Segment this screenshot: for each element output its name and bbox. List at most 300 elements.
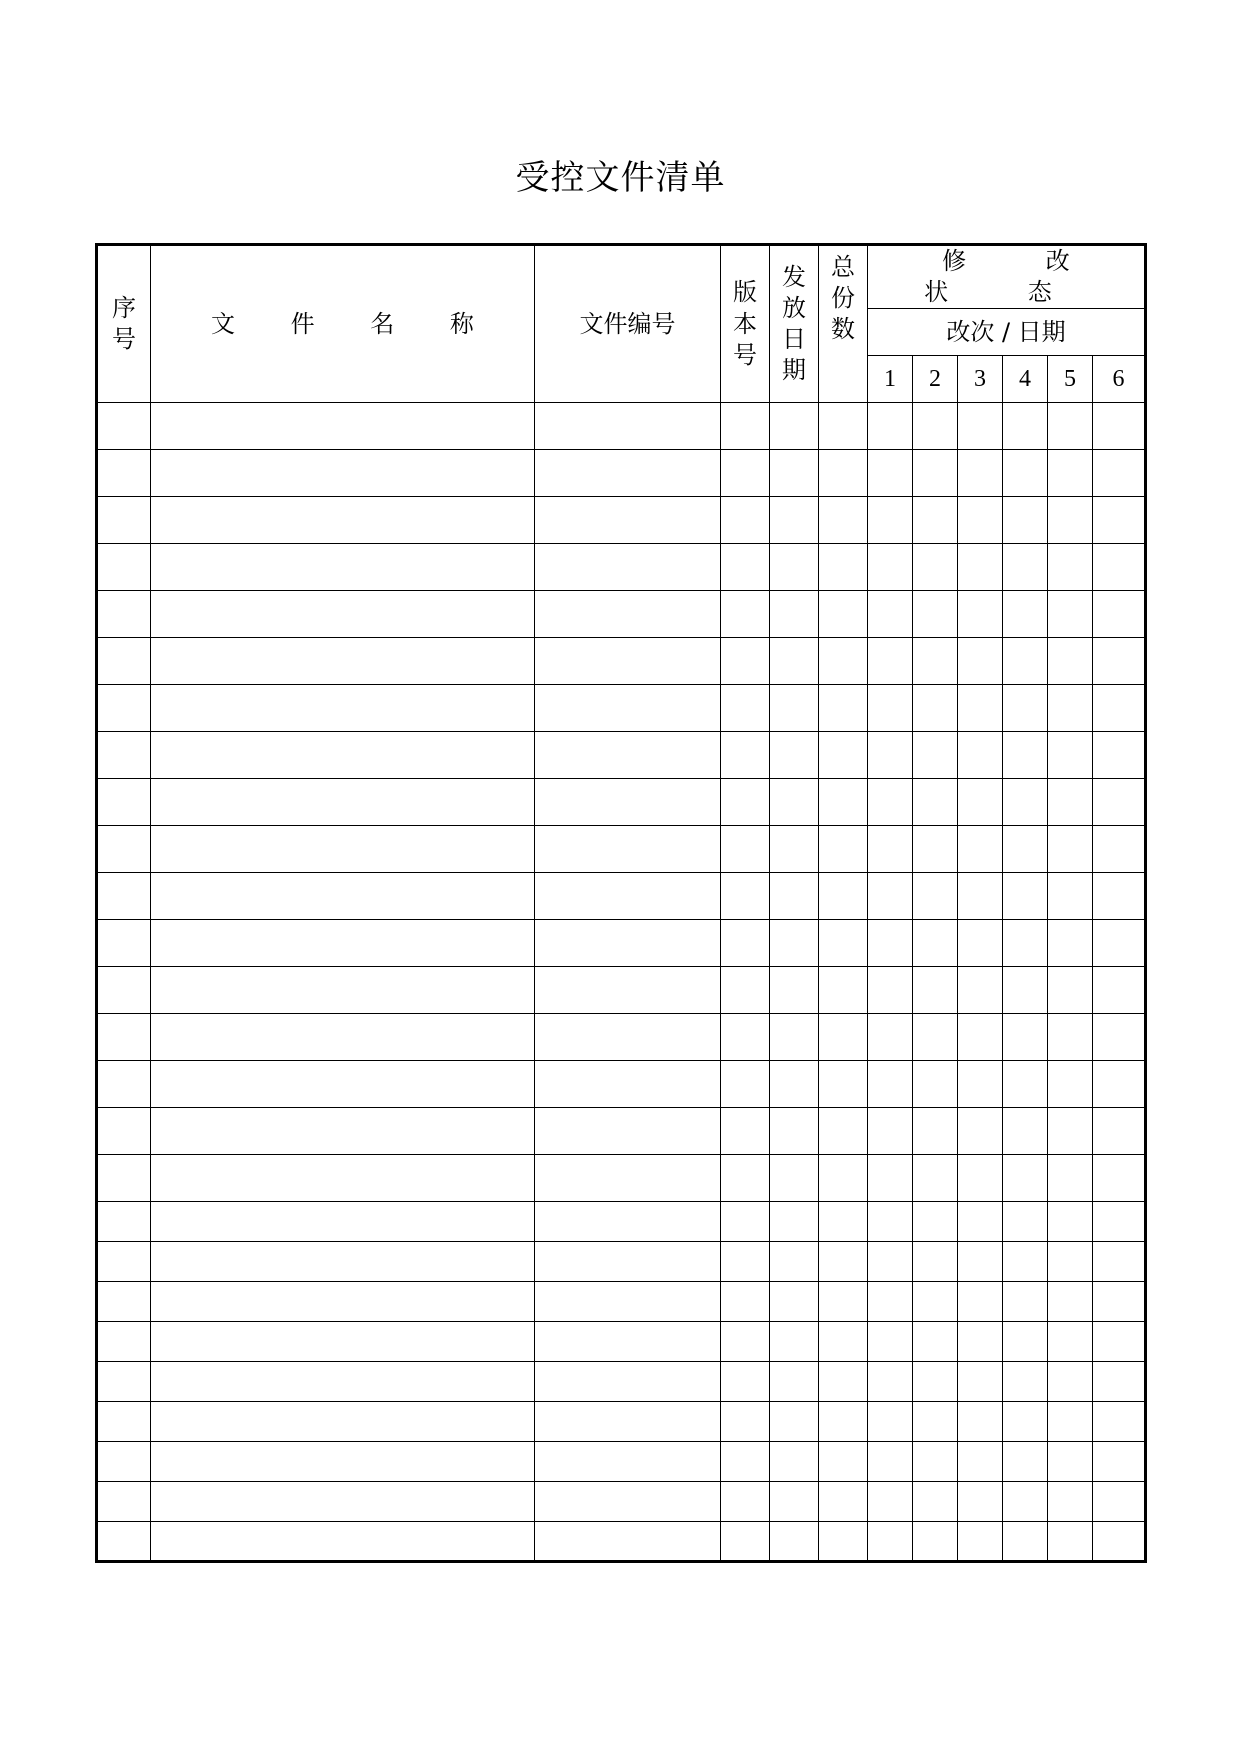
table-cell[interactable] (1003, 1108, 1048, 1155)
table-cell[interactable] (958, 1522, 1003, 1562)
table-cell[interactable] (913, 826, 958, 873)
table-cell[interactable] (770, 1202, 819, 1242)
table-cell[interactable] (1093, 1522, 1146, 1562)
table-cell[interactable] (770, 1442, 819, 1482)
table-cell[interactable] (958, 920, 1003, 967)
table-cell[interactable] (151, 1362, 535, 1402)
table-cell[interactable] (535, 1155, 721, 1202)
table-cell[interactable] (770, 403, 819, 450)
table-cell[interactable] (1093, 826, 1146, 873)
table-cell[interactable] (721, 967, 770, 1014)
table-cell[interactable] (721, 685, 770, 732)
table-cell[interactable] (151, 685, 535, 732)
table-cell[interactable] (97, 1108, 151, 1155)
table-cell[interactable] (151, 1242, 535, 1282)
table-cell[interactable] (913, 920, 958, 967)
table-cell[interactable] (97, 967, 151, 1014)
table-cell[interactable] (868, 732, 913, 779)
table-cell[interactable] (770, 1014, 819, 1061)
table-cell[interactable] (151, 1522, 535, 1562)
table-cell[interactable] (1003, 1322, 1048, 1362)
table-cell[interactable] (97, 1155, 151, 1202)
table-cell[interactable] (1093, 1061, 1146, 1108)
table-cell[interactable] (819, 1482, 868, 1522)
table-cell[interactable] (958, 1242, 1003, 1282)
table-cell[interactable] (1003, 1014, 1048, 1061)
table-cell[interactable] (958, 826, 1003, 873)
table-cell[interactable] (819, 1108, 868, 1155)
table-cell[interactable] (1003, 920, 1048, 967)
table-cell[interactable] (535, 1482, 721, 1522)
table-cell[interactable] (535, 638, 721, 685)
table-cell[interactable] (1048, 873, 1093, 920)
table-cell[interactable] (913, 638, 958, 685)
table-cell[interactable] (958, 1282, 1003, 1322)
table-cell[interactable] (721, 920, 770, 967)
table-cell[interactable] (721, 591, 770, 638)
table-cell[interactable] (958, 779, 1003, 826)
table-cell[interactable] (151, 497, 535, 544)
table-cell[interactable] (1093, 1482, 1146, 1522)
table-cell[interactable] (97, 685, 151, 732)
table-cell[interactable] (1093, 1108, 1146, 1155)
table-cell[interactable] (151, 1155, 535, 1202)
table-cell[interactable] (1093, 1442, 1146, 1482)
table-cell[interactable] (97, 826, 151, 873)
table-cell[interactable] (97, 1242, 151, 1282)
table-cell[interactable] (151, 779, 535, 826)
table-cell[interactable] (535, 1522, 721, 1562)
table-cell[interactable] (958, 1014, 1003, 1061)
table-cell[interactable] (958, 1362, 1003, 1402)
table-cell[interactable] (1048, 1155, 1093, 1202)
table-cell[interactable] (1093, 685, 1146, 732)
table-cell[interactable] (1003, 826, 1048, 873)
table-cell[interactable] (97, 450, 151, 497)
table-cell[interactable] (819, 1061, 868, 1108)
table-cell[interactable] (819, 1202, 868, 1242)
table-cell[interactable] (868, 1282, 913, 1322)
table-cell[interactable] (1003, 1522, 1048, 1562)
table-cell[interactable] (721, 497, 770, 544)
table-cell[interactable] (1093, 1282, 1146, 1322)
table-cell[interactable] (913, 873, 958, 920)
table-cell[interactable] (97, 403, 151, 450)
table-cell[interactable] (958, 1155, 1003, 1202)
table-cell[interactable] (1093, 873, 1146, 920)
table-cell[interactable] (151, 732, 535, 779)
table-cell[interactable] (913, 1362, 958, 1402)
table-cell[interactable] (151, 544, 535, 591)
table-cell[interactable] (819, 873, 868, 920)
table-cell[interactable] (913, 1442, 958, 1482)
table-cell[interactable] (958, 1482, 1003, 1522)
table-cell[interactable] (913, 1282, 958, 1322)
table-cell[interactable] (770, 1155, 819, 1202)
table-cell[interactable] (1093, 638, 1146, 685)
table-cell[interactable] (97, 920, 151, 967)
table-cell[interactable] (958, 450, 1003, 497)
table-cell[interactable] (1003, 732, 1048, 779)
table-cell[interactable] (1048, 1108, 1093, 1155)
table-cell[interactable] (97, 1362, 151, 1402)
table-cell[interactable] (913, 544, 958, 591)
table-cell[interactable] (721, 732, 770, 779)
table-cell[interactable] (1048, 1202, 1093, 1242)
table-cell[interactable] (721, 1282, 770, 1322)
table-cell[interactable] (721, 1014, 770, 1061)
table-cell[interactable] (1048, 450, 1093, 497)
table-cell[interactable] (535, 1202, 721, 1242)
table-cell[interactable] (868, 544, 913, 591)
table-cell[interactable] (151, 591, 535, 638)
table-cell[interactable] (721, 1442, 770, 1482)
table-cell[interactable] (151, 1442, 535, 1482)
table-cell[interactable] (770, 1402, 819, 1442)
table-cell[interactable] (535, 1061, 721, 1108)
table-cell[interactable] (913, 450, 958, 497)
table-cell[interactable] (721, 403, 770, 450)
table-cell[interactable] (535, 591, 721, 638)
table-cell[interactable] (1093, 450, 1146, 497)
table-cell[interactable] (721, 873, 770, 920)
table-cell[interactable] (535, 450, 721, 497)
table-cell[interactable] (1048, 1242, 1093, 1282)
table-cell[interactable] (1093, 544, 1146, 591)
table-cell[interactable] (535, 967, 721, 1014)
table-cell[interactable] (958, 544, 1003, 591)
table-cell[interactable] (770, 685, 819, 732)
table-cell[interactable] (770, 826, 819, 873)
table-cell[interactable] (1093, 1155, 1146, 1202)
table-cell[interactable] (868, 967, 913, 1014)
table-cell[interactable] (770, 1282, 819, 1322)
table-cell[interactable] (151, 1061, 535, 1108)
table-cell[interactable] (913, 1402, 958, 1442)
table-cell[interactable] (97, 1202, 151, 1242)
table-cell[interactable] (770, 873, 819, 920)
table-cell[interactable] (868, 1322, 913, 1362)
table-cell[interactable] (770, 1482, 819, 1522)
table-cell[interactable] (819, 1282, 868, 1322)
table-cell[interactable] (721, 1522, 770, 1562)
table-cell[interactable] (535, 920, 721, 967)
table-cell[interactable] (535, 1242, 721, 1282)
table-cell[interactable] (819, 450, 868, 497)
table-cell[interactable] (151, 873, 535, 920)
table-cell[interactable] (151, 967, 535, 1014)
table-cell[interactable] (819, 544, 868, 591)
table-cell[interactable] (1003, 1202, 1048, 1242)
table-cell[interactable] (535, 826, 721, 873)
table-cell[interactable] (868, 685, 913, 732)
table-cell[interactable] (868, 826, 913, 873)
table-cell[interactable] (97, 1322, 151, 1362)
table-cell[interactable] (819, 1322, 868, 1362)
table-cell[interactable] (1003, 967, 1048, 1014)
table-cell[interactable] (819, 685, 868, 732)
table-cell[interactable] (819, 1402, 868, 1442)
table-cell[interactable] (819, 1522, 868, 1562)
table-cell[interactable] (721, 638, 770, 685)
table-cell[interactable] (770, 1061, 819, 1108)
table-cell[interactable] (913, 1014, 958, 1061)
table-cell[interactable] (819, 826, 868, 873)
table-cell[interactable] (1048, 1442, 1093, 1482)
table-cell[interactable] (721, 1322, 770, 1362)
table-cell[interactable] (868, 1108, 913, 1155)
table-cell[interactable] (958, 1202, 1003, 1242)
table-cell[interactable] (913, 1522, 958, 1562)
table-cell[interactable] (1003, 1242, 1048, 1282)
table-cell[interactable] (868, 450, 913, 497)
table-cell[interactable] (1003, 685, 1048, 732)
table-cell[interactable] (97, 732, 151, 779)
table-cell[interactable] (770, 967, 819, 1014)
table-cell[interactable] (1093, 1362, 1146, 1402)
table-cell[interactable] (535, 685, 721, 732)
table-cell[interactable] (151, 1202, 535, 1242)
table-cell[interactable] (535, 1322, 721, 1362)
table-cell[interactable] (97, 779, 151, 826)
table-cell[interactable] (1093, 497, 1146, 544)
table-cell[interactable] (819, 497, 868, 544)
table-cell[interactable] (535, 873, 721, 920)
table-cell[interactable] (1003, 1402, 1048, 1442)
table-cell[interactable] (1093, 1322, 1146, 1362)
table-cell[interactable] (958, 685, 1003, 732)
table-cell[interactable] (958, 497, 1003, 544)
table-cell[interactable] (535, 544, 721, 591)
table-cell[interactable] (1003, 403, 1048, 450)
table-cell[interactable] (770, 779, 819, 826)
table-cell[interactable] (868, 1362, 913, 1402)
table-cell[interactable] (819, 1242, 868, 1282)
table-cell[interactable] (151, 1282, 535, 1322)
table-cell[interactable] (819, 1014, 868, 1061)
table-cell[interactable] (535, 1402, 721, 1442)
table-cell[interactable] (1003, 1155, 1048, 1202)
table-cell[interactable] (868, 779, 913, 826)
table-cell[interactable] (535, 497, 721, 544)
table-cell[interactable] (770, 638, 819, 685)
table-cell[interactable] (1048, 967, 1093, 1014)
table-cell[interactable] (868, 1014, 913, 1061)
table-cell[interactable] (151, 1402, 535, 1442)
table-cell[interactable] (868, 1442, 913, 1482)
table-cell[interactable] (151, 920, 535, 967)
table-cell[interactable] (1048, 544, 1093, 591)
table-cell[interactable] (97, 638, 151, 685)
table-cell[interactable] (97, 1402, 151, 1442)
table-cell[interactable] (97, 1442, 151, 1482)
table-cell[interactable] (535, 732, 721, 779)
table-cell[interactable] (721, 1155, 770, 1202)
table-cell[interactable] (819, 1155, 868, 1202)
table-cell[interactable] (913, 1322, 958, 1362)
table-cell[interactable] (721, 1362, 770, 1402)
table-cell[interactable] (770, 920, 819, 967)
table-cell[interactable] (913, 1061, 958, 1108)
table-cell[interactable] (1003, 1442, 1048, 1482)
table-cell[interactable] (958, 638, 1003, 685)
table-cell[interactable] (535, 1014, 721, 1061)
table-cell[interactable] (1048, 1061, 1093, 1108)
table-cell[interactable] (1003, 1282, 1048, 1322)
table-cell[interactable] (1048, 638, 1093, 685)
table-cell[interactable] (1093, 1242, 1146, 1282)
table-cell[interactable] (819, 732, 868, 779)
table-cell[interactable] (868, 638, 913, 685)
table-cell[interactable] (819, 967, 868, 1014)
table-cell[interactable] (1003, 1482, 1048, 1522)
table-cell[interactable] (1048, 1014, 1093, 1061)
table-cell[interactable] (868, 1155, 913, 1202)
table-cell[interactable] (913, 497, 958, 544)
table-cell[interactable] (151, 1014, 535, 1061)
table-cell[interactable] (1048, 1362, 1093, 1402)
table-cell[interactable] (913, 685, 958, 732)
table-cell[interactable] (721, 779, 770, 826)
table-cell[interactable] (1048, 1522, 1093, 1562)
table-cell[interactable] (913, 591, 958, 638)
table-cell[interactable] (97, 591, 151, 638)
table-cell[interactable] (770, 1108, 819, 1155)
table-cell[interactable] (868, 403, 913, 450)
table-cell[interactable] (1003, 544, 1048, 591)
table-cell[interactable] (97, 1061, 151, 1108)
table-cell[interactable] (97, 873, 151, 920)
table-cell[interactable] (1048, 1402, 1093, 1442)
table-cell[interactable] (958, 1061, 1003, 1108)
table-cell[interactable] (819, 1442, 868, 1482)
table-cell[interactable] (151, 826, 535, 873)
table-cell[interactable] (151, 403, 535, 450)
table-cell[interactable] (868, 1402, 913, 1442)
table-cell[interactable] (1048, 1282, 1093, 1322)
table-cell[interactable] (1093, 591, 1146, 638)
table-cell[interactable] (535, 1442, 721, 1482)
table-cell[interactable] (913, 779, 958, 826)
table-cell[interactable] (868, 1522, 913, 1562)
table-cell[interactable] (1048, 685, 1093, 732)
table-cell[interactable] (819, 1362, 868, 1402)
table-cell[interactable] (913, 1108, 958, 1155)
table-cell[interactable] (1093, 1202, 1146, 1242)
table-cell[interactable] (1048, 591, 1093, 638)
table-cell[interactable] (1003, 638, 1048, 685)
table-cell[interactable] (1003, 873, 1048, 920)
table-cell[interactable] (819, 920, 868, 967)
table-cell[interactable] (868, 1482, 913, 1522)
table-cell[interactable] (1048, 779, 1093, 826)
table-cell[interactable] (913, 1482, 958, 1522)
table-cell[interactable] (770, 1522, 819, 1562)
table-cell[interactable] (770, 544, 819, 591)
table-cell[interactable] (1003, 591, 1048, 638)
table-cell[interactable] (97, 497, 151, 544)
table-cell[interactable] (1048, 826, 1093, 873)
table-cell[interactable] (913, 1242, 958, 1282)
table-cell[interactable] (97, 1282, 151, 1322)
table-cell[interactable] (535, 1108, 721, 1155)
table-cell[interactable] (97, 1014, 151, 1061)
table-cell[interactable] (151, 638, 535, 685)
table-cell[interactable] (1003, 779, 1048, 826)
table-cell[interactable] (1093, 732, 1146, 779)
table-cell[interactable] (1048, 732, 1093, 779)
table-cell[interactable] (535, 1282, 721, 1322)
table-cell[interactable] (1093, 1402, 1146, 1442)
table-cell[interactable] (721, 826, 770, 873)
table-cell[interactable] (868, 497, 913, 544)
table-cell[interactable] (913, 1155, 958, 1202)
table-cell[interactable] (958, 1108, 1003, 1155)
table-cell[interactable] (721, 450, 770, 497)
table-cell[interactable] (770, 732, 819, 779)
table-cell[interactable] (721, 1402, 770, 1442)
table-cell[interactable] (958, 873, 1003, 920)
table-cell[interactable] (913, 1202, 958, 1242)
table-cell[interactable] (868, 591, 913, 638)
table-cell[interactable] (819, 591, 868, 638)
table-cell[interactable] (97, 1522, 151, 1562)
table-cell[interactable] (151, 1108, 535, 1155)
table-cell[interactable] (721, 1108, 770, 1155)
table-cell[interactable] (868, 1242, 913, 1282)
table-cell[interactable] (1093, 403, 1146, 450)
table-cell[interactable] (1048, 497, 1093, 544)
table-cell[interactable] (535, 1362, 721, 1402)
table-cell[interactable] (1003, 497, 1048, 544)
table-cell[interactable] (1093, 967, 1146, 1014)
table-cell[interactable] (721, 1202, 770, 1242)
table-cell[interactable] (1093, 920, 1146, 967)
table-cell[interactable] (1048, 1482, 1093, 1522)
table-cell[interactable] (913, 403, 958, 450)
table-cell[interactable] (1093, 1014, 1146, 1061)
table-cell[interactable] (721, 1242, 770, 1282)
table-cell[interactable] (958, 732, 1003, 779)
table-cell[interactable] (913, 732, 958, 779)
table-cell[interactable] (770, 1362, 819, 1402)
table-cell[interactable] (868, 920, 913, 967)
table-cell[interactable] (97, 544, 151, 591)
table-cell[interactable] (958, 403, 1003, 450)
table-cell[interactable] (1003, 450, 1048, 497)
table-cell[interactable] (958, 967, 1003, 1014)
table-cell[interactable] (1048, 403, 1093, 450)
table-cell[interactable] (535, 403, 721, 450)
table-cell[interactable] (721, 1061, 770, 1108)
table-cell[interactable] (868, 1202, 913, 1242)
table-cell[interactable] (913, 967, 958, 1014)
table-cell[interactable] (958, 591, 1003, 638)
table-cell[interactable] (770, 1242, 819, 1282)
table-cell[interactable] (151, 1322, 535, 1362)
table-cell[interactable] (770, 1322, 819, 1362)
table-cell[interactable] (770, 591, 819, 638)
table-cell[interactable] (868, 873, 913, 920)
table-cell[interactable] (958, 1322, 1003, 1362)
table-cell[interactable] (819, 638, 868, 685)
table-cell[interactable] (868, 1061, 913, 1108)
table-cell[interactable] (819, 403, 868, 450)
table-cell[interactable] (1048, 920, 1093, 967)
table-cell[interactable] (770, 450, 819, 497)
table-cell[interactable] (151, 450, 535, 497)
table-cell[interactable] (151, 1482, 535, 1522)
